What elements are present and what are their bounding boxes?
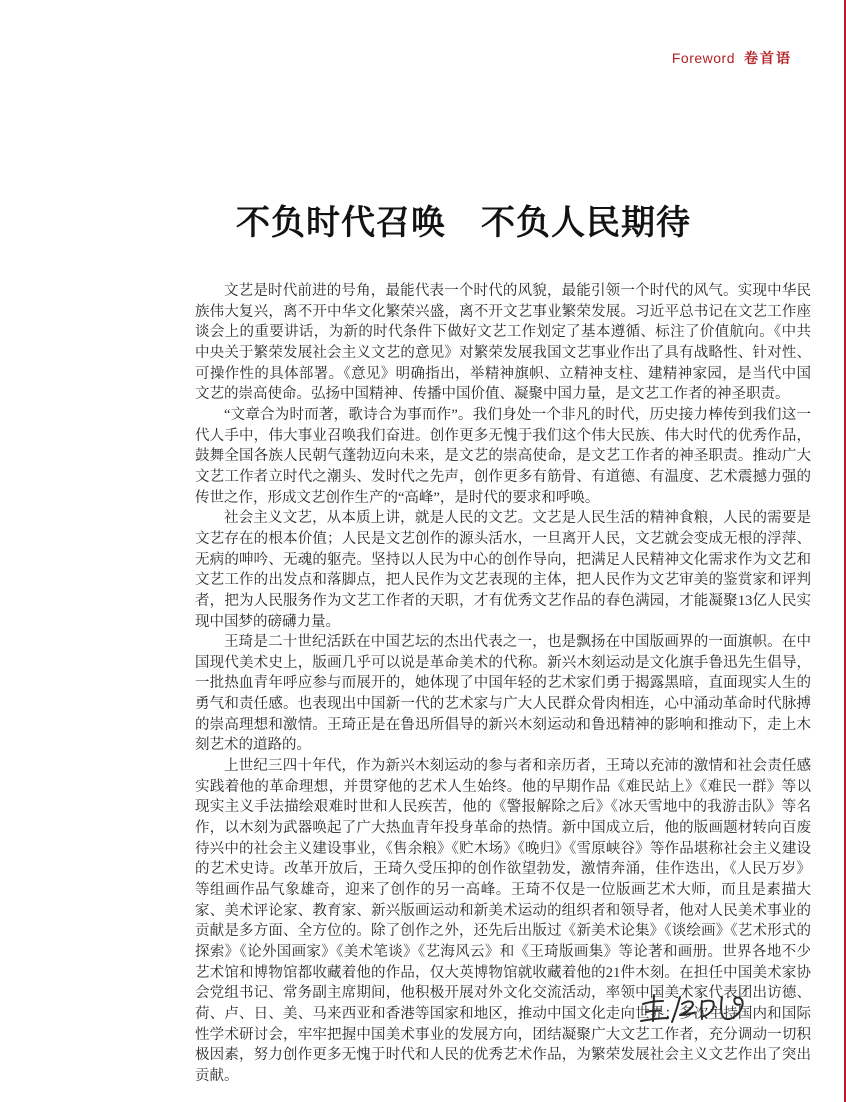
- foreword-label-en: Foreword: [671, 50, 735, 66]
- paragraph-2: “文章合为时而著，歌诗合为事而作”。我们身处一个非凡的时代，历史接力棒传到我们这一代人手中，伟大事业召唤我们奋进。创作更多无愧于我们这个伟大民族、伟大时代的优秀作品，鼓舞全国各族人民朝气蓬勃迈向未来，是文艺的崇高使命，是文艺工作者的神圣职责。推动广大文艺工作者立时代之潮头、发时代之先声，创作更多有筋骨、有道德、有温度、艺术震撼力强的传世之作，形成文艺创作生产的“高峰”，是时代的要求和呼唤。: [195, 406, 811, 506]
- paragraph-1: 文艺是时代前进的号角，最能代表一个时代的风貌，最能引领一个时代的风气。实现中华民族伟大复兴，离不开中华文化繁荣兴盛，离不开文艺事业繁荣发展。习近平总书记在文艺工作座谈会上的重要讲话，为新的时代条件下做好文艺工作划定了基本遵循、标注了价值航向。《中共中央关于繁荣发展社会主义文艺的意见》对繁荣发展我国文艺事业作出了具有战略性、针对性、可操作性的具体部署。《意见》明确指出，举精神旗帜、立精神支柱、建精神家园，是当代中国文艺的崇高使命。弘扬中国精神、传播中国价值、凝聚中国力量，是文艺工作者的神圣职责。: [195, 283, 811, 403]
- paragraph-5: 上世纪三四十年代，作为新兴木刻运动的参与者和亲历者，王琦以充沛的激情和社会责任感实践着他的革命理想，并贯穿他的艺术人生始终。他的早期作品《难民站上》《难民一群》等以现实主义手法描绘艰难时世和人民疾苦，他的《警报解除之后》《冰天雪地中的我游击队》等名作，以木刻为武器唤起了广大热血青年投身革命的热情。新中国成立后，他的版画题材转向百废待兴中的社会主义建设事业，《售余粮》《贮木场》《晚归》《雪原峡谷》等作品堪称社会主义建设的艺术史诗。改革开放后，王琦久受压抑的创作欲望勃发，激情奔涌，佳作迭出，《人民万岁》等组画作品气象雄奇，迎来了创作的另一高峰。王琦不仅是一位版画艺术大师，而且是素描大家、美术评论家、教育家、新兴版画运动和新美术运动的组织者和领导者，他对人民美术事业的贡献是多方面、全方位的。除了创作之外，还先后出版过《新美术论集》《谈绘画》《艺术形式的探索》《论外国画家》《美术笔谈》《艺海风云》和《王琦版画集》等论著和画册。世界各地不少艺术馆和博物馆都收藏着他的作品，仅大英博物馆就收藏着他的21件木刻。在担任中国美术家协会党组书记、常务副主席期间，他积极开展对外文化交流活动，率领中国美术家代表团出访德、荷、卢、日、美、马来西亚和香港等国家和地区，推动中国文化走向世界；多次主持国内和国际性学术研讨会，牢牢把握中国美术事业的发展方向，团结凝聚广大文艺工作者，充分调动一切积极因素，努力创作更多无愧于时代和人民的优秀艺术作品，为繁荣发展社会主义文艺作出了突出贡献。: [195, 758, 811, 1084]
- article-body: [195, 281, 811, 1087]
- paragraph-4: 王琦是二十世纪活跃在中国艺坛的杰出代表之一，也是飘扬在中国版画界的一面旗帜。在中国现代美术史上，版画几乎可以说是革命美术的代称。新兴木刻运动是文化旗手鲁迅先生倡导，一批热血青年呼应参与而展开的，她体现了中国年轻的艺术家们勇于揭露黑暗，直面现实人生的勇气和责任感。也表现出中国新一代的艺术家与广大人民群众骨肉相连，心中涌动革命时代脉搏的崇高理想和激情。王琦正是在鲁迅所倡导的新兴木刻运动和鲁迅精神的影响和推动下，走上木刻艺术的道路的。: [195, 634, 811, 754]
- page-title: 不负时代召唤 不负人民期待: [236, 204, 691, 242]
- foreword-label-zh: 卷首语: [744, 52, 792, 67]
- section-header: [672, 48, 792, 68]
- handwritten-signature-icon: [636, 988, 752, 1044]
- paragraph-3: 社会主义文艺，从本质上讲，就是人民的文艺。文艺是人民生活的精神食粮，人民的需要是文艺存在的根本价值；人民是文艺创作的源头活水，一旦离开人民，文艺就会变成无根的浮萍、无病的呻吟、无魂的躯壳。坚持以人民为中心的创作导向，把满足人民精神文化需求作为文艺和文艺工作的出发点和落脚点，把人民作为文艺表现的主体，把人民作为文艺审美的鉴赏家和评判者，把为人民服务作为文艺工作者的天职，才有优秀文艺作品的春色满园，才能凝聚13亿人民实现中国梦的磅礴力量。: [195, 510, 811, 630]
